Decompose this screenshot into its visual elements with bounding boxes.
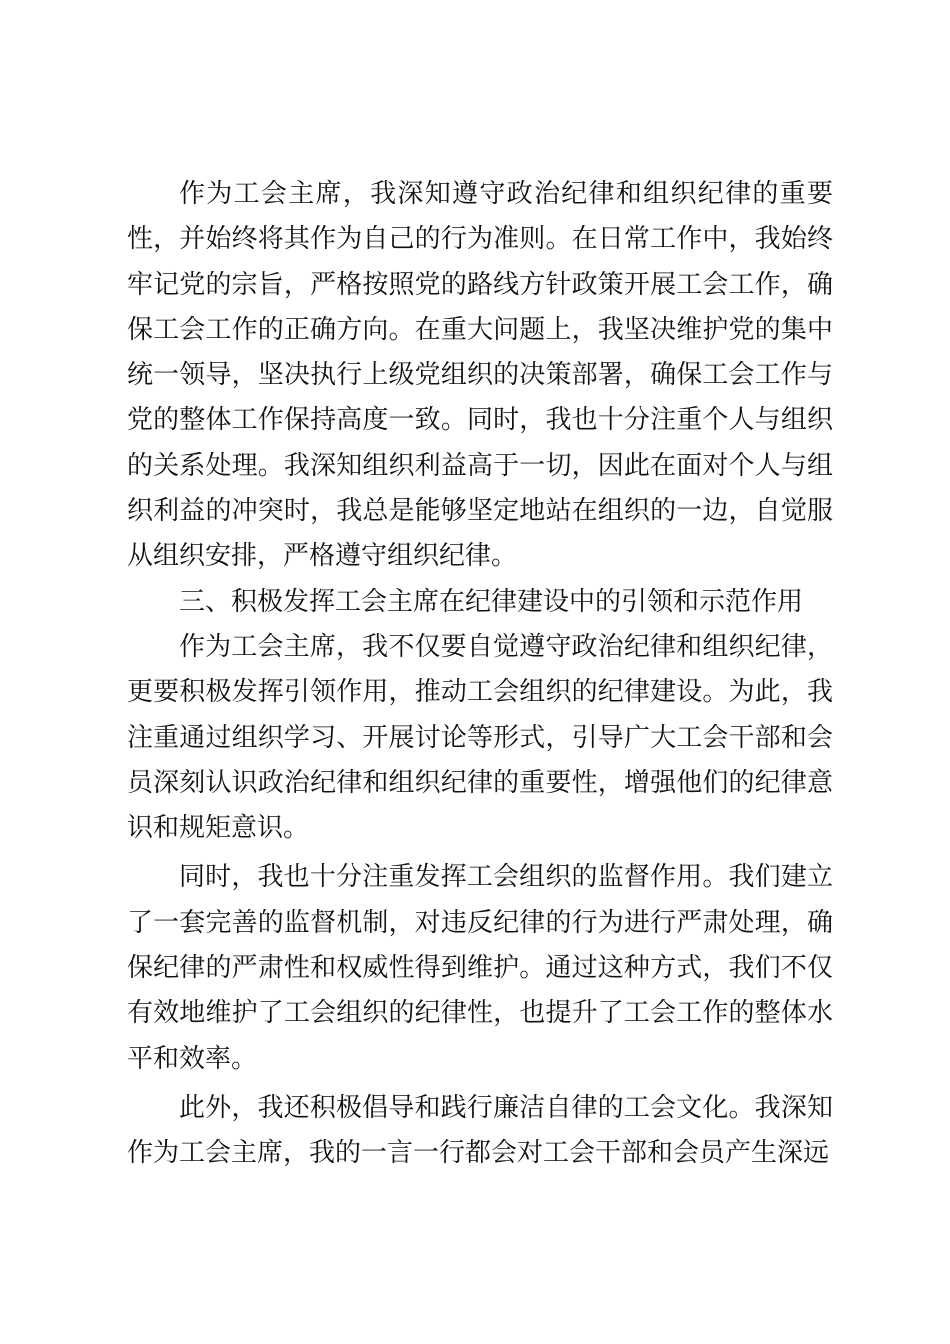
document-body [127, 172, 833, 1177]
section-heading-three: 三、积极发挥工会主席在纪律建设中的引领和示范作用 [179, 586, 804, 617]
paragraph-political-discipline: 作为工会主席，我深知遵守政治纪律和组织纪律的重要性，并始终将其作为自己的行为准则。在日常工作中，我始终牢记党的宗旨，严格按照党的路线方针政策开展工会工作，确保工会工作的正确方向。在重大问题上，我坚决维护党的集中统一领导，坚决执行上级党组织的决策部署，确保工会工作与党的整体工作保持高度一致。同时，我也十分注重个人与组织的关系处理。我深知组织利益高于一切，因此在面对个人与组织利益的冲突时，我总是能够坚定地站在组织的一边，自觉服从组织安排，严格遵守组织纪律。 [127, 179, 833, 572]
paragraph-supervision: 同时，我也十分注重发挥工会组织的监督作用。我们建立了一套完善的监督机制，对违反纪律的行为进行严肃处理，确保纪律的严肃性和权威性得到维护。通过这种方式，我们不仅有效地维护了工会组织的纪律性，也提升了工会工作的整体水平和效率。 [127, 862, 833, 1074]
paragraph-leading-role: 作为工会主席，我不仅要自觉遵守政治纪律和组织纪律，更要积极发挥引领作用，推动工会组织的纪律建设。为此，我注重通过组织学习、开展讨论等形式，引导广大工会干部和会员深刻认识政治纪律和组织纪律的重要性，增强他们的纪律意识和规矩意识。 [127, 631, 833, 844]
paragraph-clean-culture: 此外，我还积极倡导和践行廉洁自律的工会文化。我深知作为工会主席，我的一言一行都会对工会干部和会员产生深远 [127, 1092, 833, 1169]
